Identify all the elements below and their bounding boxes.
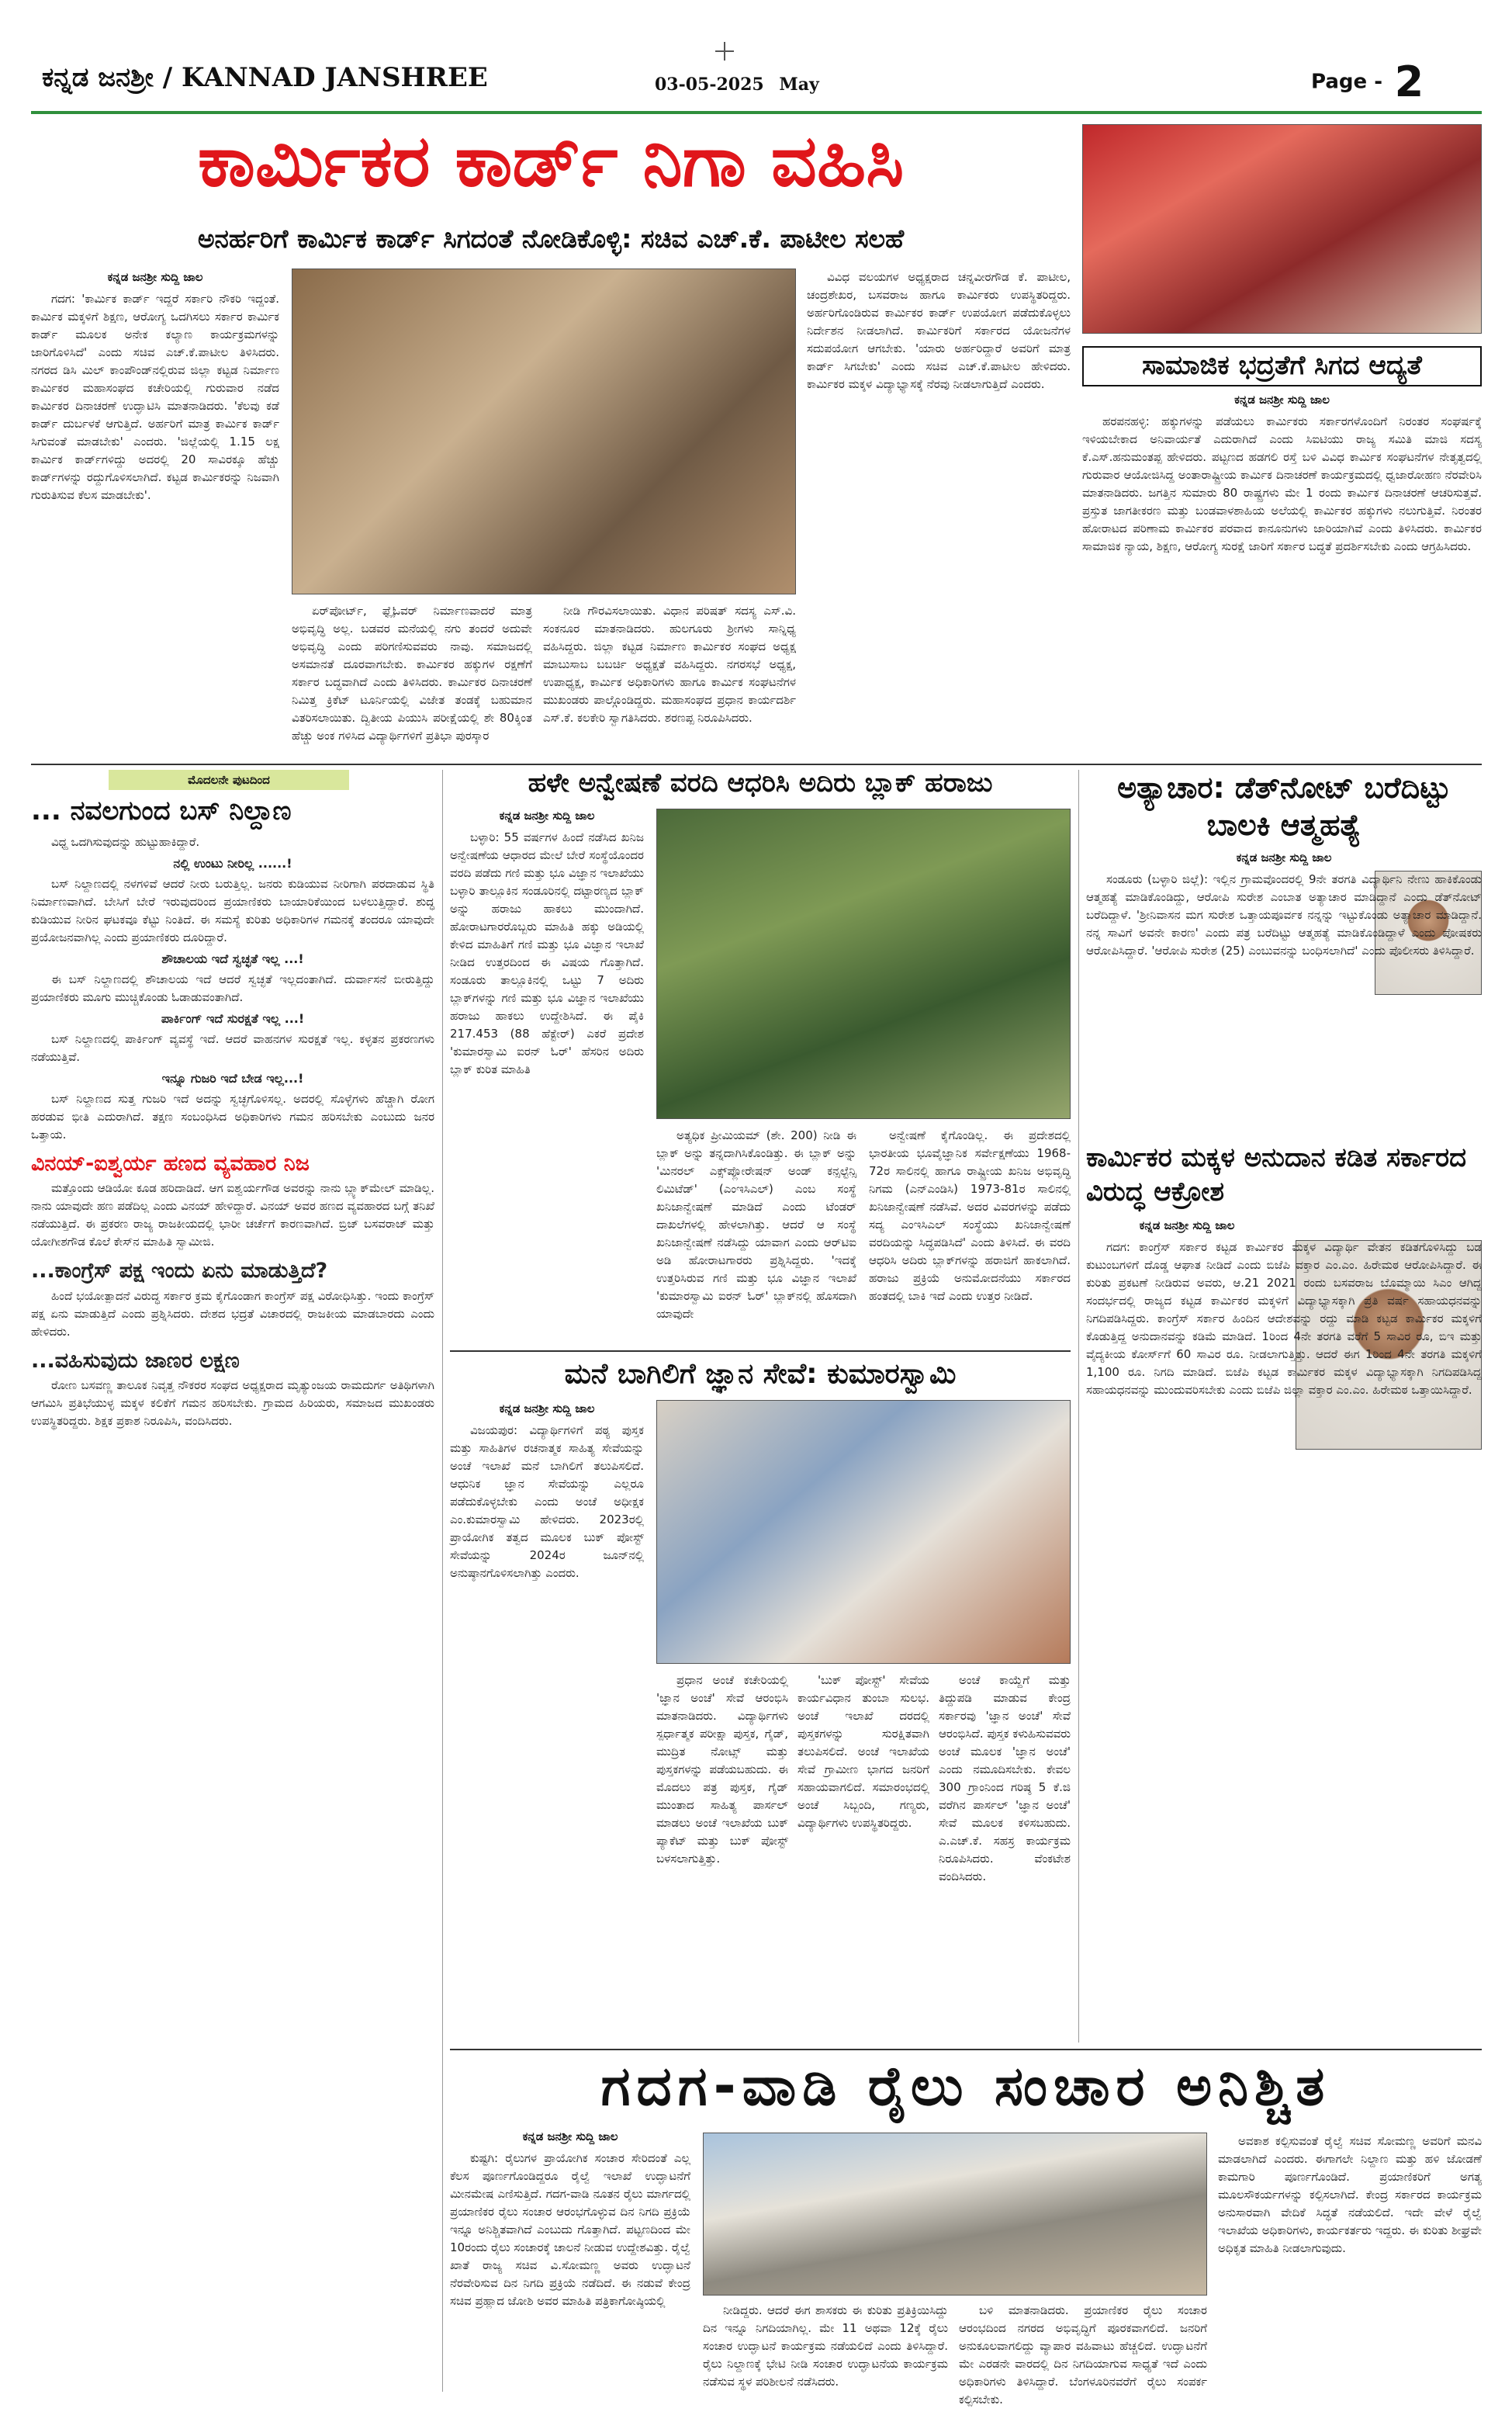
jnana-col3: 'ಬುಕ್ ಪೋಸ್ಟ್' ಸೇವೆಯ ಕಾರ್ಯವಿಧಾನ ತುಂಬಾ ಸುಲಭ. ಅಂಚೆ ಇಲಾಖೆ ದರದಲ್ಲಿ ಪುಸ್ತಕಗಳನ್ನು ಸುರಕ್ಷಿತವಾಗಿ ತಲುಪಿಸಲಿದೆ. ಅಂಚೆ ಇಲಾಖೆಯ ಸೇವೆ ಗ್ರಾಮೀಣ ಭಾಗದ ಜನರಿಗೆ ಸಹಾಯವಾಗಲಿದೆ. ಸಮಾರಂಭದಲ್ಲಿ ಅಂಚೆ ಸಿಬ್ಬಂದಿ, ಗಣ್ಯರು, ವಿದ್ಯಾರ್ಥಿಗಳು ಉಪಸ್ಥಿತರಿದ್ದರು.	[798, 1673, 929, 1830]
rail-col1: ಕುಷ್ಟಗಿ: ರೈಲುಗಳ ಪ್ರಾಯೋಗಿಕ ಸಂಚಾರ ಸೇರಿದಂತೆ ಎಲ್ಲ ಕೆಲಸ ಪೂರ್ಣಗೊಂಡಿದ್ದರೂ ರೈಲ್ವೆ ಇಲಾಖೆ ಉದ್ಘಾಟನೆಗೆ ಮೀನಮೇಷ ಎಣಿಸುತ್ತಿದೆ. ಗದಗ-ವಾಡಿ ನೂತನ ರೈಲು ಮಾರ್ಗದಲ್ಲಿ ಪ್ರಯಾಣಿಕರ ರೈಲು ಸಂಚಾರ ಆರಂಭಗೊಳ್ಳುವ ದಿನ ನಿಗದಿ ಪ್ರಕ್ರಿಯೆ ಇನ್ನೂ ಅನಿಶ್ಚಿತವಾಗಿದೆ ಎಂಬುದು ಗೊತ್ತಾಗಿದೆ. ಪಟ್ಟಣದಿಂದ ಮೇ 10ರಂದು ರೈಲು ಸಂಚಾರಕ್ಕೆ ಚಾಲನೆ ನೀಡುವ ಉದ್ದೇಶವಿತ್ತು. ರೈಲ್ವೆ ಖಾತೆ ರಾಜ್ಯ ಸಚಿವ ವಿ.ಸೋಮಣ್ಣ ಅವರು ಉದ್ಘಾಟನೆ ನೆರವೇರಿಸುವ ದಿನ ನಿಗದಿ ಪ್ರಕ್ರಿಯೆ ನಡೆದಿದೆ. ಈ ನಡುವೆ ಕೇಂದ್ರ ಸಚಿವ ಪ್ರಹ್ಲಾದ ಜೋಶಿ ಅವರ ಮಾಹಿತಿ ಪತ್ರಿಕಾಗೋಷ್ಠಿಯಲ್ಲಿ	[450, 2151, 690, 2308]
vinay-headline: ವಿನಯ್-ಐಶ್ವರ್ಯ ಹಣದ ವ್ಯವಹಾರ ನಿಜ	[31, 1152, 310, 1176]
lead-headline: ಕಾರ್ಮಿಕರ ಕಾರ್ಡ್ ನಿಗಾ ವಹಿಸಿ	[197, 120, 905, 203]
navalgund-headline: ... ನವಲಗುಂದ ಬಸ್ ನಿಲ್ದಾಣ	[31, 795, 292, 826]
page-number: 2	[1394, 57, 1424, 106]
rail-headline: ಗದಗ-ವಾಡಿ ರೈಲು ಸಂಚಾರ ಅನಿಶ್ಚಿತ	[600, 2054, 1331, 2118]
section-divider	[31, 764, 1482, 765]
ore-block-story	[450, 770, 1071, 1344]
subhead-water: ನಲ್ಲಿ ಉಂಟು ನೀರಿಲ್ಲ ......!	[173, 856, 292, 871]
jnana-col4: ಅಂಚೆ ಕಾಯ್ದೆಗೆ ಮತ್ತು ತಿದ್ದುಪಡಿ ಮಾಡುವ ಕೇಂದ್ರ ಸರ್ಕಾರವು 'ಜ್ಞಾನ ಅಂಚೆ' ಸೇವೆ ಆರಂಭಿಸಿದೆ. ಪುಸ್ತಕ ಕಳುಹಿಸುವವರು ಅಂಚೆ ಮೂಲಕ 'ಜ್ಞಾನ ಅಂಚೆ' ಎಂದು ನಮೂದಿಸಬೇಕು. ಕೇವಲ 300 ಗ್ರಾಂನಿಂದ ಗರಿಷ್ಠ 5 ಕೆ.ಜಿ ವರೆಗಿನ ಪಾರ್ಸಲ್ 'ಜ್ಞಾನ ಅಂಚೆ' ಸೇವೆ ಮೂಲಕ ಕಳಿಸಬಹುದು. ಎ.ಎಚ್.ಕೆ. ಸಹಸ್ರ ಕಾರ್ಯಕ್ರಮ ನಿರೂಪಿಸಿದರು. ವೆಂಕಟೇಶ ವಂದಿಸಿದರು.	[939, 1673, 1071, 1883]
issue-date	[655, 74, 819, 95]
lead-col2: ಏರ್‌ಪೋರ್ಟ್, ಫ್ಲೈಓವರ್ ನಿರ್ಮಾಣವಾದರೆ ಮಾತ್ರ ಅಭಿವೃದ್ಧಿ ಅಲ್ಲ. ಬಡವರ ಮನೆಯಲ್ಲಿ ನಗು ತಂದರೆ ಅದುವೇ ಅಭಿವೃದ್ಧಿ ಎಂದು ಪರಿಗಣಿಸುವವರು ನಾವು. ಸಮಾಜದಲ್ಲಿ ಅಸಮಾನತೆ ದೂರವಾಗಬೇಕು. ಕಾರ್ಮಿಕರ ಹಕ್ಕುಗಳ ರಕ್ಷಣೆಗೆ ಸರ್ಕಾರ ಬದ್ಧವಾಗಿದೆ ಎಂದು ತಿಳಿಸಿದರು. ಕಾರ್ಮಿಕರ ದಿನಾಚರಣೆ ನಿಮಿತ್ತ ಕ್ರಿಕೆಟ್ ಟೂರ್ನಿಯಲ್ಲಿ ವಿಜೇತ ತಂಡಕ್ಕೆ ಬಹುಮಾನ ವಿತರಿಸಲಾಯಿತು. ದ್ವಿತೀಯ ಪಿಯುಸಿ ಪರೀಕ್ಷೆಯಲ್ಲಿ ಶೇ 80ಕ್ಕಿಂತ ಹೆಚ್ಚು ಅಂಕ ಗಳಿಸಿದ ವಿದ್ಯಾರ್ಥಿಗಳಿಗೆ ಪ್ರತಿಭಾ ಪುರಸ್ಕಾರ	[292, 604, 532, 743]
jnana-headline: ಮನೆ ಬಾಗಿಲಿಗೆ ಜ್ಞಾನ ಸೇವೆ: ಕುಮಾರಸ್ವಾಮಿ	[564, 1358, 957, 1390]
lead-col3: ನೀಡಿ ಗೌರವಿಸಲಾಯಿತು. ವಿಧಾನ ಪರಿಷತ್ ಸದಸ್ಯ ಎಸ್.ವಿ. ಸಂಕನೂರ ಮಾತನಾಡಿದರು. ಹುಲಗೂರು ಶ್ರೀಗಳು ಸಾನ್ನಿಧ್ಯ ವಹಿಸಿದ್ದರು. ಜಿಲ್ಲಾ ಕಟ್ಟಡ ನಿರ್ಮಾಣ ಕಾರ್ಮಿಕರ ಸಂಘದ ಅಧ್ಯಕ್ಷ ಮಾಬುಸಾಬ ಬಬರ್ಚಿ ಅಧ್ಯಕ್ಷತೆ ವಹಿಸಿದ್ದರು. ನಗರಸಭೆ ಅಧ್ಯಕ್ಷ, ಉಪಾಧ್ಯಕ್ಷ, ಕಾರ್ಮಿಕ ಅಧಿಕಾರಿಗಳು ಹಾಗೂ ಕಾರ್ಮಿಕ ಸಂಘಟನೆಗಳ ಮುಖಂಡರು ಪಾಲ್ಗೊಂಡಿದ್ದರು. ಮಹಾಸಂಘದ ಪ್ರಧಾನ ಕಾರ್ಯದರ್ಶಿ ಎಸ್.ಕೆ. ಕಲಕೇರಿ ಸ್ವಾಗತಿಸಿದರು. ಶರಣಪ್ಪ ನಿರೂಪಿಸಿದರು.	[543, 604, 796, 725]
social-security-body: ಹರಪನಹಳ್ಳಿ: ಹಕ್ಕುಗಳನ್ನು ಪಡೆಯಲು ಕಾರ್ಮಿಕರು ಸರ್ಕಾರಗಳೊಂದಿಗೆ ನಿರಂತರ ಸಂಘರ್ಷಕ್ಕೆ ಇಳಿಯಬೇಕಾದ ಅನಿವಾರ್ಯತೆ ಎದುರಾಗಿದೆ ಎಂದು ಸಿಐಟಿಯು ರಾಜ್ಯ ಸಮಿತಿ ಮಾಜಿ ಸದಸ್ಯ ಕೆ.ಎಸ್.ಹನುಮಂತಪ್ಪ ಹೇಳಿದರು. ಪಟ್ಟಣದ ಹಡಗಲಿ ರಸ್ತೆ ಬಳಿ ವಿವಿಧ ಕಾರ್ಮಿಕ ಸಂಘಟನೆಗಳ ನೇತೃತ್ವದಲ್ಲಿ ಗುರುವಾರ ಆಯೋಜಿಸಿದ್ದ ಅಂತಾರಾಷ್ಟ್ರೀಯ ಕಾರ್ಮಿಕ ದಿನಾಚರಣೆ ಕಾರ್ಯಕ್ರಮದಲ್ಲಿ ಧ್ವಜಾರೋಹಣ ನೆರವೇರಿಸಿ ಮಾತನಾಡಿದರು. ಜಗತ್ತಿನ ಸುಮಾರು 80 ರಾಷ್ಟ್ರಗಳು ಮೇ 1 ರಂದು ಕಾರ್ಮಿಕ ದಿನಾಚರಣೆ ಆಚರಿಸುತ್ತವೆ. ಪ್ರಸ್ತುತ ಜಾಗತೀಕರಣ ಮತ್ತು ಬಂಡವಾಳಶಾಹಿಯ ಅಲೆಯಲ್ಲಿ ಕಾರ್ಮಿಕರ ಹಕ್ಕುಗಳು ನಲುಗುತ್ತಿವೆ. ನಿರಂತರ ಹೋರಾಟದ ಪರಿಣಾಮ ಕಾರ್ಮಿಕರ ಪರವಾದ ಕಾನೂನುಗಳು ಜಾರಿಯಾಗಿವೆ ಎಂದು ತಿಳಿಸಿದರು. ಕಾರ್ಮಿಕರ ಸಾಮಾಜಿಕ ನ್ಯಾಯ, ಶಿಕ್ಷಣ, ಆರೋಗ್ಯ ಸುರಕ್ಷೆ ಜಾರಿಗೆ ಸರ್ಕಾರ ಬದ್ಧತೆ ಪ್ರದರ್ಶಿಸಬೇಕು ಎಂದು ಆಗ್ರಹಿಸಿದರು.	[1082, 414, 1482, 553]
rail-story	[450, 2049, 1482, 2406]
social-security-byline: ಕನ್ನಡ ಜನಶ್ರೀ ಸುದ್ದಿ ಜಾಲ	[1234, 393, 1330, 407]
column-rule-right	[1078, 770, 1079, 2043]
post-office-photo	[656, 1400, 1071, 1664]
ore-block-col2: ಅತ್ಯಧಿಕ ಪ್ರೀಮಿಯಮ್ (ಶೇ. 200) ನೀಡಿ ಈ ಬ್ಲಾಕ್ ಅನ್ನು ತನ್ನದಾಗಿಸಿಕೊಂಡಿತ್ತು. ಈ ಬ್ಲಾಕ್ ಅನ್ನು 'ಮಿನರಲ್ ಎಕ್ಸ್‌ಪ್ಲೋರೇಷನ್ ಅಂಡ್ ಕನ್ಸಲ್ಟೆನ್ಸಿ ಲಿಮಿಟೆಡ್' (ಎಂಇಸಿಎಲ್) ಎಂಬ ಸಂಸ್ಥೆ ಖನಿಜಾನ್ವೇಷಣೆ ಮಾಡಿದೆ ಎಂದು ಟೆಂಡರ್ ದಾಖಲೆಗಳಲ್ಲಿ ಹೇಳಲಾಗಿತ್ತು. ಆದರೆ ಆ ಸಂಸ್ಥೆ ಖನಿಜಾನ್ವೇಷಣೆ ನಡೆಸಿದ್ದು ಯಾವಾಗ ಎಂದು ಆರ್‌ಟಿಐ ಅಡಿ ಹೋರಾಟಗಾರರು ಪ್ರಶ್ನಿಸಿದ್ದರು. 'ಇದಕ್ಕೆ ಉತ್ತರಿಸಿರುವ ಗಣಿ ಮತ್ತು ಭೂ ವಿಜ್ಞಾನ ಇಲಾಖೆ 'ಕುಮಾರಸ್ವಾಮಿ ಐರನ್ ಓರ್' ಬ್ಲಾಕ್‌ನಲ್ಲಿ ಹೊಸದಾಗಿ ಯಾವುದೇ	[656, 1128, 856, 1321]
subhead-toilet: ಶೌಚಾಲಯ ಇದೆ ಸ್ವಚ್ಛತೆ ಇಲ್ಲ ...!	[161, 951, 304, 966]
forest-photo	[656, 809, 1071, 1119]
lead-photo	[292, 269, 796, 594]
left-column-body: ವಿಧ್ದ ಒದಗಿಸುವುದನ್ನು ಹುಟ್ಟುಹಾಕಿದ್ದಾರೆ. ನಲ್ಲಿ ಉಂಟು ನೀರಿಲ್ಲ ......! ಬಸ್ ನಿಲ್ದಾಣದಲ್ಲಿ ನಳಗಳಿವೆ ಆದರೆ ನೀರು ಬರುತ್ತಿಲ್ಲ. ಜನರು ಕುಡಿಯುವ ನೀರಿಗಾಗಿ ಪರದಾಡುವ ಸ್ಥಿತಿ ನಿರ್ಮಾಣವಾಗಿದೆ. ಬೇಸಿಗೆ ಬೇರೆ ಇರುವುದರಿಂದ ಪ್ರಯಾಣಿಕರು ಬಾಯಾರಿಕೆಯಿಂದ ಬಳಲುತ್ತಿದ್ದಾರೆ. ಶುದ್ಧ ಕುಡಿಯುವ ನೀರಿನ ಘಟಕವೂ ಕೆಟ್ಟು ನಿಂತಿದೆ. ಈ ಸಮಸ್ಯೆ ಕುರಿತು ಅಧಿಕಾರಿಗಳ ಗಮನಕ್ಕೆ ತಂದರೂ ಯಾವುದೇ ಪ್ರಯೋಜನವಾಗಿಲ್ಲ ಎಂದು ಪ್ರಯಾಣಿಕರು ದೂರಿದ್ದಾರೆ. ಶೌಚಾಲಯ ಇದೆ ಸ್ವಚ್ಛತೆ ಇಲ್ಲ ...! ಈ ಬಸ್ ನಿಲ್ದಾಣದಲ್ಲಿ ಶೌಚಾಲಯ ಇದೆ ಆದರೆ ಸ್ವಚ್ಛತೆ ಇಲ್ಲದಂತಾಗಿದೆ. ದುರ್ವಾಸನೆ ಬೀರುತ್ತಿದ್ದು ಪ್ರಯಾಣಿಕರು ಮೂಗು ಮುಚ್ಚಿಕೊಂಡು ಓಡಾಡುವಂತಾಗಿದೆ. ಪಾರ್ಕಿಂಗ್ ಇದೆ ಸುರಕ್ಷತೆ ಇಲ್ಲ ...! ಬಸ್ ನಿಲ್ದಾಣದಲ್ಲಿ ಪಾರ್ಕಿಂಗ್ ವ್ಯವಸ್ಥೆ ಇದೆ. ಆದರೆ ವಾಹನಗಳ ಸುರಕ್ಷತೆ ಇಲ್ಲ. ಕಳ್ಳತನ ಪ್ರಕರಣಗಳು ನಡೆಯುತ್ತಿವೆ. ಇನ್ನೂ ಗುಜರಿ ಇದೆ ಬೇಡ ಇಲ್ಲ...! ಬಸ್ ನಿಲ್ದಾಣದ ಸುತ್ತ ಗುಜರಿ ಇದೆ ಅದನ್ನು ಸ್ವಚ್ಛಗೊಳಿಸಲ್ಲ. ಅದರಲ್ಲಿ ಸೊಳ್ಳೆಗಳು ಹೆಚ್ಚಾಗಿ ರೋಗ ಹರಡುವ ಭೀತಿ ಎದುರಾಗಿದೆ. ತಕ್ಷಣ ಸಂಬಂಧಿಸಿದ ಅಧಿಕಾರಿಗಳು ಗಮನ ಹರಿಸಬೇಕು ಎಂಬುದು ಜನರ ಒತ್ತಾಯ. ವಿನಯ್-ಐಶ್ವರ್ಯ ಹಣದ ವ್ಯವಹಾರ ನಿಜ ಮತ್ತೊಂದು ಆಡಿಯೋ ಕೂಡ ಹರಿದಾಡಿದೆ. ಆಗ ಐಶ್ವರ್ಯಗೌಡ ಅವರನ್ನು ನಾನು ಬ್ಲ್ಯಾಕ್‌ಮೇಲ್ ಮಾಡಿಲ್ಲ. ನಾನು ಯಾವುದೇ ಹಣ ಪಡೆದಿಲ್ಲ ಎಂದು ವಿನಯ್ ಹೇಳಿದ್ದಾರೆ. ವಿನಯ್ ಅವರ ಹಣದ ವ್ಯವಹಾರದ ಬಗ್ಗೆ ತನಿಖೆ ನಡೆಯುತ್ತಿದೆ. ಈ ಪ್ರಕರಣ ರಾಜ್ಯ ರಾಜಕೀಯದಲ್ಲಿ ಭಾರೀ ಚರ್ಚೆಗೆ ಕಾರಣವಾಗಿದೆ. ಬ್ರಿಜ್ ಬಸವರಾಜ್ ಮತ್ತು ಯೋಗೀಶಗೌಡ ಕೊಲೆ ಕೇಸ್‌ನ ಮಾಹಿತಿ ಸ್ವಾಮೀಜಿ. ...ಕಾಂಗ್ರೆಸ್ ಪಕ್ಷ ಇಂದು ಏನು ಮಾಡುತ್ತಿದೆ? ಹಿಂದೆ ಭಯೋತ್ಪಾದನೆ ವಿರುದ್ಧ ಸರ್ಕಾರ ಕ್ರಮ ಕೈಗೊಂಡಾಗ ಕಾಂಗ್ರೆಸ್ ಪಕ್ಷ ವಿರೋಧಿಸಿತ್ತು. ಇಂದು ಕಾಂಗ್ರೆಸ್ ಪಕ್ಷ ಏನು ಮಾಡುತ್ತಿದೆ ಎಂದು ಪ್ರಶ್ನಿಸಿದರು. ದೇಶದ ಭದ್ರತೆ ವಿಚಾರದಲ್ಲಿ ರಾಜಕೀಯ ಮಾಡಬಾರದು ಎಂದು ಹೇಳಿದರು. ...ವಹಿಸುವುದು ಜಾಣರ ಲಕ್ಷಣ ರೋಣ ಬಸವಣ್ಣ ತಾಲೂಕ ನಿವೃತ್ತ ನೌಕರರ ಸಂಘದ ಅಧ್ಯಕ್ಷರಾದ ಮೃತ್ಯುಂಜಯ ರಾಮದುರ್ಗ ಅತಿಥಿಗಳಾಗಿ ಆಗಮಿಸಿ ಪ್ರತಿಭೆಯುಳ್ಳ ಮಕ್ಕಳ ಕಲಿಕೆಗೆ ಗಮನ ಹರಿಸಬೇಕು. ಗ್ರಾಮದ ಹಿರಿಯರು, ಸಮಾಜದ ಮುಖಂಡರು ಉಪಸ್ಥಿತರಿದ್ದರು. ಶಿಕ್ಷಕ ಪ್ರಕಾಶ ನಿರೂಪಿಸಿ, ವಂದಿಸಿದರು.	[31, 835, 434, 1429]
month-value: May	[779, 74, 819, 95]
masthead-rule	[31, 111, 1482, 114]
ore-block-headline: ಹಳೇ ಅನ್ವೇಷಣೆ ವರದಿ ಆಧರಿಸಿ ಅದಿರು ಬ್ಲಾಕ್ ಹರಾಜು	[528, 768, 993, 799]
congress-headline: ...ಕಾಂಗ್ರೆಸ್ ಪಕ್ಷ ಇಂದು ಏನು ಮಾಡುತ್ತಿದೆ?	[31, 1259, 328, 1284]
rail-col3: ಬಳಿ ಮಾತನಾಡಿದರು. ಪ್ರಯಾಣಿಕರ ರೈಲು ಸಂಚಾರ ಆರಂಭದಿಂದ ನಗರದ ಅಭಿವೃದ್ಧಿಗೆ ಪೂರಕವಾಗಲಿದೆ. ಜನರಿಗೆ ಅನುಕೂಲವಾಗಲಿದ್ದು ವ್ಯಾಪಾರ ವಹಿವಾಟು ಹೆಚ್ಚಲಿದೆ. ಉದ್ಘಾಟನೆಗೆ ಮೇ ಎರಡನೇ ವಾರದಲ್ಲಿ ದಿನ ನಿಗದಿಯಾಗುವ ಸಾಧ್ಯತೆ ಇದೆ ಎಂದು ಅಧಿಕಾರಿಗಳು ತಿಳಿಸಿದ್ದಾರೆ. ಬೆಂಗಳೂರಿನವರೆಗೆ ರೈಲು ಸಂಪರ್ಕ ಕಲ್ಪಿಸಬೇಕು.	[959, 2303, 1207, 2406]
jnana-col1: ವಿಜಯಪುರ: ವಿದ್ಯಾರ್ಥಿಗಳಿಗೆ ಪಠ್ಯ ಪುಸ್ತಕ ಮತ್ತು ಸಾಹಿತಿಗಳ ರಚನಾತ್ಮಕ ಸಾಹಿತ್ಯ ಸೇವೆಯನ್ನು ಅಂಚೆ ಇಲಾಖೆ ಮನೆ ಬಾಗಿಲಿಗೆ ತಲುಪಿಸಲಿದೆ. ಆಧುನಿಕ ಜ್ಞಾನ ಸೇವೆಯನ್ನು ಎಲ್ಲರೂ ಪಡೆದುಕೊಳ್ಳಬೇಕು ಎಂದು ಅಂಚೆ ಅಧೀಕ್ಷಕ ಎಂ.ಕುಮಾರಸ್ವಾಮಿ ಹೇಳಿದರು. 2023ರಲ್ಲಿ ಪ್ರಾಯೋಗಿಕ ತತ್ವದ ಮೂಲಕ ಬುಕ್ ಪೋಸ್ಟ್ ಸೇವೆಯನ್ನು 2024ರ ಜೂನ್‌ನಲ್ಲಿ ಅನುಷ್ಠಾನಗೊಳಿಸಲಾಗಿತ್ತು ಎಂದರು.	[450, 1423, 644, 1580]
social-security-headline: ಸಾಮಾಜಿಕ ಭದ್ರತೆಗೆ ಸಿಗದ ಆದ್ಯತೆ	[1082, 346, 1482, 386]
ore-block-col3: ಅನ್ವೇಷಣೆ ಕೈಗೊಂಡಿಲ್ಲ. ಈ ಪ್ರದೇಶದಲ್ಲಿ ಭಾರತೀಯ ಭೂವೈಜ್ಞಾನಿಕ ಸರ್ವೇಕ್ಷಣೆಯು 1968-72ರ ಸಾಲಿನಲ್ಲಿ ಹಾಗೂ ರಾಷ್ಟ್ರೀಯ ಖನಿಜ ಅಭಿವೃದ್ಧಿ ನಿಗಮ (ಎನ್‌ಎಂಡಿಸಿ) 1973-81ರ ಸಾಲಿನಲ್ಲಿ ಖನಿಜಾನ್ವೇಷಣೆ ನಡೆಸಿವೆ. ಅದರ ವಿವರಗಳನ್ನು ಪಡೆದು ಸದ್ಯ ಎಂಇಸಿಎಲ್ ಸಂಸ್ಥೆಯು ಖನಿಜಾನ್ವೇಷಣೆ ವರದಿಯನ್ನು ಸಿದ್ಧಪಡಿಸಿದೆ' ಎಂದು ತಿಳಿಸಿದೆ. ಈ ವರದಿ ಆಧರಿಸಿ ಅದಿರು ಬ್ಲಾಕ್‌ಗಳನ್ನು ಹರಾಜಿಗೆ ಹಾಕಲಾಗಿದೆ. ಹರಾಜು ಪ್ರಕ್ರಿಯೆ ಅನುಮೋದನೆಯು ಸರ್ಕಾರದ ಹಂತದಲ್ಲಿ ಬಾಕಿ ಇದೆ ಎಂದು ಉತ್ತರ ನೀಡಿದೆ.	[869, 1128, 1071, 1303]
ore-block-byline: ಕನ್ನಡ ಜನಶ್ರೀ ಸುದ್ದಿ ಜಾಲ	[499, 809, 595, 823]
social-security-story	[1082, 124, 1482, 761]
crosshair	[715, 42, 734, 61]
rail-photo	[703, 2133, 1207, 2296]
grants-headline: ಕಾರ್ಮಿಕರ ಮಕ್ಕಳ ಅನುದಾನ ಕಡಿತ ಸರ್ಕಾರದ ವಿರುದ್ಧ ಆಕ್ರೋಶ	[1086, 1142, 1467, 1208]
rally-photo	[1082, 124, 1482, 334]
page-label: Page -	[1311, 70, 1382, 94]
death-note-byline: ಕನ್ನಡ ಜನಶ್ರೀ ಸುದ್ದಿ ಜಾಲ	[1236, 851, 1332, 865]
death-note-body: ಸಂಡೂರು (ಬಳ್ಳಾರಿ ಜಿಲ್ಲೆ): ಇಲ್ಲಿನ ಗ್ರಾಮವೊಂದರಲ್ಲಿ 9ನೇ ತರಗತಿ ವಿದ್ಯಾರ್ಥಿನಿ ನೇಣು ಹಾಕಿಕೊಂಡು ಆತ್ಮಹತ್ಯೆ ಮಾಡಿಕೊಂಡಿದ್ದು, ಆರೋಪಿ ಸುರೇಶ ಎಂಬಾತ ಅತ್ಯಾಚಾರ ಮಾಡಿದ್ದಾನೆ ಎಂದು ಡೆತ್‌ನೋಟ್ ಬರೆದಿದ್ದಾಳೆ. 'ಶ್ರೀನಿವಾಸನ ಮಗ ಸುರೇಶ ಒತ್ತಾಯಪೂರ್ವಕ ನನ್ನನ್ನು ಇಟ್ಟುಕೊಂಡು ಅತ್ಯಾಚಾರ ಮಾಡಿದ್ದಾನೆ. ನನ್ನ ಸಾವಿಗೆ ಅವನೇ ಕಾರಣ' ಎಂದು ಪತ್ರ ಬರೆದಿಟ್ಟು ಆತ್ಮಹತ್ಯೆ ಮಾಡಿಕೊಂಡಿದ್ದಾಳೆ ಎಂದು ಪೋಷಕರು ಆರೋಪಿಸಿದ್ದಾರೆ. 'ಆರೋಪಿ ಸುರೇಶ (25) ಎಂಬುವನನ್ನು ಬಂಧಿಸಲಾಗಿದೆ' ಎಂದು ಪೊಲೀಸರು ತಿಳಿಸಿದ್ದಾರೆ.	[1086, 872, 1482, 958]
wise-headline: ...ವಹಿಸುವುದು ಜಾಣರ ಲಕ್ಷಣ	[31, 1348, 240, 1373]
column-rule-left	[442, 770, 443, 2392]
date-value: 03-05-2025	[655, 74, 764, 95]
rail-byline: ಕನ್ನಡ ಜನಶ್ರೀ ಸುದ್ದಿ ಜಾಲ	[522, 2129, 618, 2143]
left-column	[31, 770, 434, 2392]
lead-col1: ಗದಗ: 'ಕಾರ್ಮಿಕ ಕಾರ್ಡ್ ಇದ್ದರೆ ಸರ್ಕಾರಿ ನೌಕರಿ ಇದ್ದಂತೆ. ಕಾರ್ಮಿಕ ಮಕ್ಕಳಿಗೆ ಶಿಕ್ಷಣ, ಆರೋಗ್ಯ ಒದಗಿಸಲು ಸರ್ಕಾರ ಕಾರ್ಮಿಕ ಕಾರ್ಡ್ ಮೂಲಕ ಅನೇಕ ಕಲ್ಯಾಣ ಕಾರ್ಯಕ್ರಮಗಳನ್ನು ಜಾರಿಗೊಳಿಸಿದೆ' ಎಂದು ಸಚಿವ ಎಚ್.ಕೆ.ಪಾಟೀಲ ತಿಳಿಸಿದರು. ನಗರದ ಡಿಸಿ ಮಿಲ್ ಕಾಂಪೌಂಡ್‌ನಲ್ಲಿರುವ ಜಿಲ್ಲಾ ಕಟ್ಟಡ ನಿರ್ಮಾಣ ಕಾರ್ಮಿಕರ ಮಹಾಸಂಘದ ಕಚೇರಿಯಲ್ಲಿ ಗುರುವಾರ ನಡೆದ ಕಾರ್ಮಿಕರ ದಿನಾಚರಣೆ ಉದ್ಘಾಟಿಸಿ ಮಾತನಾಡಿದರು. 'ಕೆಲವು ಕಡೆ ಕಾರ್ಡ್ ದುರ್ಬಳಕೆ ಆಗುತ್ತಿದೆ. ಅರ್ಹರಿಗೆ ಮಾತ್ರ ಕಾರ್ಮಿಕ ಕಾರ್ಡ್ ಸಿಗುವಂತೆ ಮಾಡಬೇಕು' ಎಂದರು. 'ಜಿಲ್ಲೆಯಲ್ಲಿ 1.15 ಲಕ್ಷ ಕಾರ್ಮಿಕ ಕಾರ್ಡ್‌ಗಳಿದ್ದು ಅದರಲ್ಲಿ 20 ಸಾವಿರಕ್ಕೂ ಹೆಚ್ಚು ಕಾರ್ಡ್‌ಗಳನ್ನು ರದ್ದುಗೊಳಿಸಲಾಗಿದೆ. ಕಟ್ಟಡ ಕಾರ್ಮಿಕರನ್ನು ನಿಜವಾಗಿ ಗುರುತಿಸುವ ಕೆಲಸ ಮಾಡಬೇಕು'.	[31, 292, 279, 502]
jnana-story	[450, 1350, 1071, 2041]
masthead	[0, 0, 1512, 116]
subhead-parking: ಪಾರ್ಕಿಂಗ್ ಇದೆ ಸುರಕ್ಷತೆ ಇಲ್ಲ ...!	[161, 1011, 305, 1026]
lead-subheadline: ಅನರ್ಹರಿಗೆ ಕಾರ್ಮಿಕ ಕಾರ್ಡ್ ಸಿಗದಂತೆ ನೋಡಿಕೊಳ್ಳಿ: ಸಚಿವ ಎಚ್.ಕೆ. ಪಾಟೀಲ ಸಲಹೆ	[197, 223, 905, 254]
ore-block-col1: ಬಳ್ಳಾರಿ: 55 ವರ್ಷಗಳ ಹಿಂದೆ ನಡೆಸಿದ ಖನಿಜ ಅನ್ವೇಷಣೆಯ ಆಧಾರದ ಮೇಲೆ ಬೇರೆ ಸಂಸ್ಥೆಯೊಂದರ ವರದಿ ಪಡೆದು ಗಣಿ ಮತ್ತು ಭೂ ವಿಜ್ಞಾನ ಇಲಾಖೆಯು ಬಳ್ಳಾರಿ ತಾಲ್ಲೂಕಿನ ಸಂಡೂರಿನಲ್ಲಿ ದಟ್ಟಾರಣ್ಯದ ಬ್ಲಾಕ್ ಅನ್ನು ಹರಾಜು ಹಾಕಲು ಮುಂದಾಗಿದೆ. ಹೋರಾಟಗಾರರೊಬ್ಬರು ಮಾಹಿತಿ ಹಕ್ಕು ಅಡಿಯಲ್ಲಿ ಕೇಳಿದ ಮಾಹಿತಿಗೆ ಗಣಿ ಮತ್ತು ಭೂ ವಿಜ್ಞಾನ ಇಲಾಖೆ ನೀಡಿದ ಉತ್ತರದಿಂದ ಈ ವಿಷಯ ಗೊತ್ತಾಗಿದೆ. ಸಂಡೂರು ತಾಲ್ಲೂಕಿನಲ್ಲಿ ಒಟ್ಟು 7 ಅದಿರು ಬ್ಲಾಕ್‌ಗಳನ್ನು ಗಣಿ ಮತ್ತು ಭೂ ವಿಜ್ಞಾನ ಇಲಾಖೆಯು ಹರಾಜು ಹಾಕಲು ಉದ್ದೇಶಿಸಿದೆ. ಈ ಪೈಕಿ 217.453 (88 ಹೆಕ್ಟೇರ್) ಎಕರೆ ಪ್ರದೇಶ 'ಕುಮಾರಸ್ವಾಮಿ ಐರನ್ ಓರ್' ಹೆಸರಿನ ಅದಿರು ಬ್ಲಾಕ್ ಕುರಿತ ಮಾಹಿತಿ	[450, 830, 644, 1076]
death-note-headline: ಅತ್ಯಾಚಾರ: ಡೆತ್‌ನೋಟ್ ಬರೆದಿಟ್ಟು ಬಾಲಕಿ ಆತ್ಮಹತ್ಯೆ	[1117, 771, 1451, 842]
page-indicator	[1311, 57, 1424, 106]
grants-story	[1086, 1141, 1482, 2041]
subhead-scrap: ಇನ್ನೂ ಗುಜರಿ ಇದೆ ಬೇಡ ಇಲ್ಲ...!	[161, 1071, 304, 1086]
death-note-story	[1086, 770, 1482, 1135]
rail-col2: ನೀಡಿದ್ದರು. ಆದರೆ ಈಗ ಶಾಸಕರು ಈ ಕುರಿತು ಪ್ರತಿಕ್ರಿಯಿಸಿದ್ದು ದಿನ ಇನ್ನೂ ನಿಗದಿಯಾಗಿಲ್ಲ. ಮೇ 11 ಅಥವಾ 12ಕ್ಕೆ ರೈಲು ಸಂಚಾರ ಉದ್ಘಾಟನೆ ಕಾರ್ಯಕ್ರಮ ನಡೆಯಲಿದೆ ಎಂದು ತಿಳಿಸಿದ್ದಾರೆ. ರೈಲು ನಿಲ್ದಾಣಕ್ಕೆ ಭೇಟಿ ನೀಡಿ ಸಂಚಾರ ಉದ್ಘಾಟನೆಯ ಕಾರ್ಯಕ್ರಮ ನಡೆಸುವ ಸ್ಥಳ ಪರಿಶೀಲನೆ ನಡೆಸಿದರು.	[703, 2303, 948, 2389]
continued-tag: ಮೊದಲನೇ ಪುಟದಿಂದ	[109, 770, 349, 790]
grants-byline: ಕನ್ನಡ ಜನಶ್ರೀ ಸುದ್ದಿ ಜಾಲ	[1139, 1218, 1235, 1232]
lead-byline: ಕನ್ನಡ ಜನಶ್ರೀ ಸುದ್ದಿ ಜಾಲ	[107, 270, 203, 284]
masthead-title: ಕನ್ನಡ ಜನಶ್ರೀ / KANNAD JANSHREE	[42, 62, 488, 93]
lead-story	[31, 120, 1071, 761]
grants-body: ಗದಗ: ಕಾಂಗ್ರೆಸ್ ಸರ್ಕಾರ ಕಟ್ಟಡ ಕಾರ್ಮಿಕರ ಮಕ್ಕಳ ವಿದ್ಯಾರ್ಥಿ ವೇತನ ಕಡಿತಗೊಳಿಸಿದ್ದು ಬಡ ಕುಟುಂಬಗಳಿಗೆ ದೊಡ್ಡ ಆಘಾತ ನೀಡಿದೆ ಎಂದು ಬಿಜೆಪಿ ವಕ್ತಾರ ಎಂ.ಎಂ. ಹಿರೇಮಠ ಆರೋಪಿಸಿದ್ದಾರೆ. ಈ ಕುರಿತು ಪ್ರಕಟಣೆ ನೀಡಿರುವ ಅವರು, ಆ.21 2021 ರಂದು ಬಸವರಾಜ ಬೊಮ್ಮಾಯಿ ಸಿಎಂ ಆಗಿದ್ದ ಸಂದರ್ಭದಲ್ಲಿ ರಾಜ್ಯದ ಕಟ್ಟಡ ಕಾರ್ಮಿಕರ ಮಕ್ಕಳಿಗೆ ವಿದ್ಯಾಭ್ಯಾಸಕ್ಕಾಗಿ ಪ್ರತಿ ವರ್ಷ ಸಹಾಯಧನವನ್ನು ನಿಗದಿಪಡಿಸಿದ್ದರು. ಕಾಂಗ್ರೆಸ್ ಸರ್ಕಾರ ಹಿಂದಿನ ಆದೇಶವನ್ನು ರದ್ದು ಮಾಡಿ ಕಟ್ಟಡ ಕಾರ್ಮಿಕರ ಮಕ್ಕಳಿಗೆ ಕೊಡುತ್ತಿದ್ದ ಅನುದಾನವನ್ನು ಕಡಿಮೆ ಮಾಡಿದೆ. 1ರಿಂದ 4ನೇ ತರಗತಿ ವರೆಗೆ 5 ಸಾವಿರ ರೂ, ಬಿಇ ಮತ್ತು ವೈದ್ಯಕೀಯ ಕೋರ್ಸ್‌ಗೆ 60 ಸಾವಿರ ರೂ. ನೀಡಲಾಗುತ್ತಿತ್ತು. ಆದರೆ ಈಗ 1ರಿಂದ 4ನೇ ತರಗತಿ ಮಕ್ಕಳಿಗೆ 1,100 ರೂ. ನಿಗದಿ ಮಾಡಿದೆ. ಬಿಜೆಪಿ ಕಟ್ಟಡ ಕಾರ್ಮಿಕರ ಮಕ್ಕಳ ವಿದ್ಯಾಭ್ಯಾಸಕ್ಕಾಗಿ ನಿಗದಿಪಡಿಸಿದ್ದ ಸಹಾಯಧನವನ್ನು ಮುಂದುವರಿಸಬೇಕು ಎಂದು ಬಿಜೆಪಿ ಜಿಲ್ಲಾ ವಕ್ತಾರ ಎಂ.ಎಂ. ಹಿರೇಮಠ ಒತ್ತಾಯಿಸಿದ್ದಾರೆ.	[1086, 1240, 1482, 1397]
jnana-byline: ಕನ್ನಡ ಜನಶ್ರೀ ಸುದ್ದಿ ಜಾಲ	[499, 1402, 595, 1415]
jnana-col2: ಪ್ರಧಾನ ಅಂಚೆ ಕಚೇರಿಯಲ್ಲಿ 'ಜ್ಞಾನ ಅಂಚೆ' ಸೇವೆ ಆರಂಭಿಸಿ ಮಾತನಾಡಿದರು. ವಿದ್ಯಾರ್ಥಿಗಳು ಸ್ಪರ್ಧಾತ್ಮಕ ಪರೀಕ್ಷಾ ಪುಸ್ತಕ, ಗೈಡ್, ಮುದ್ರಿತ ನೋಟ್ಸ್ ಮತ್ತು ಪುಸ್ತಕಗಳನ್ನು ಪಡೆಯಬಹುದು. ಈ ಮೊದಲು ಪತ್ರ ಪುಸ್ತಕ, ಗೈಡ್ ಮುಂತಾದ ಸಾಹಿತ್ಯ ಪಾರ್ಸಲ್ ಮಾಡಲು ಅಂಚೆ ಇಲಾಖೆಯ ಬುಕ್ ಪ್ಯಾಕೆಟ್ ಮತ್ತು ಬುಕ್ ಪೋಸ್ಟ್ ಬಳಸಲಾಗುತ್ತಿತ್ತು.	[656, 1673, 788, 1866]
lead-col4: ವಿವಿಧ ವಲಯಗಳ ಅಧ್ಯಕ್ಷರಾದ ಚನ್ನವೀರಗೌಡ ಕೆ. ಪಾಟೀಲ, ಚಂದ್ರಶೇಖರ, ಬಸವರಾಜ ಹಾಗೂ ಕಾರ್ಮಿಕರು ಉಪಸ್ಥಿತರಿದ್ದರು. ಅರ್ಹರಿಗೊಂಡಿರುವ ಕಾರ್ಮಿಕರ ಕಾರ್ಡ್ ಉಪಯೋಗ ಪಡೆದುಕೊಳ್ಳಲು ನಿರ್ದೇಶನ ನೀಡಲಾಗಿದೆ. ಕಾರ್ಮಿಕರಿಗೆ ಸರ್ಕಾರದ ಯೋಜನೆಗಳ ಸದುಪಯೋಗ ಆಗಬೇಕು. 'ಯಾರು ಅರ್ಹರಿದ್ದಾರೆ ಅವರಿಗೆ ಮಾತ್ರ ಕಾರ್ಡ್ ಸಿಗಬೇಕು' ಎಂದು ಸಚಿವ ಎಚ್.ಕೆ.ಪಾಟೀಲ ಹೇಳಿದರು. ಕಾರ್ಮಿಕರ ಮಕ್ಕಳ ವಿದ್ಯಾಭ್ಯಾಸಕ್ಕೆ ನೆರವು ನೀಡಲಾಗುತ್ತಿದೆ ಎಂದರು.	[807, 270, 1071, 391]
rail-col4: ಅವಕಾಶ ಕಲ್ಪಿಸುವಂತೆ ರೈಲ್ವೆ ಸಚಿವ ಸೋಮಣ್ಣ ಅವರಿಗೆ ಮನವಿ ಮಾಡಲಾಗಿದೆ ಎಂದರು. ಈಗಾಗಲೇ ನಿಲ್ದಾಣ ಮತ್ತು ಹಳಿ ಜೋಡಣೆ ಕಾಮಗಾರಿ ಪೂರ್ಣಗೊಂಡಿದೆ. ಪ್ರಯಾಣಿಕರಿಗೆ ಅಗತ್ಯ ಮೂಲಸೌಕರ್ಯಗಳನ್ನು ಕಲ್ಪಿಸಲಾಗಿದೆ. ಕೇಂದ್ರ ಸರ್ಕಾರದ ಕಾರ್ಯಕ್ರಮ ಅನುಸಾರವಾಗಿ ವೇದಿಕೆ ಸಿದ್ಧತೆ ನಡೆಯಲಿದೆ. ಇದೇ ವೇಳೆ ರೈಲ್ವೆ ಇಲಾಖೆಯ ಅಧಿಕಾರಿಗಳು, ಕಾರ್ಯಕರ್ತರು ಇದ್ದರು. ಈ ಕುರಿತು ಶೀಘ್ರವೇ ಅಧಿಕೃತ ಮಾಹಿತಿ ನೀಡಲಾಗುವುದು.	[1218, 2134, 1482, 2255]
